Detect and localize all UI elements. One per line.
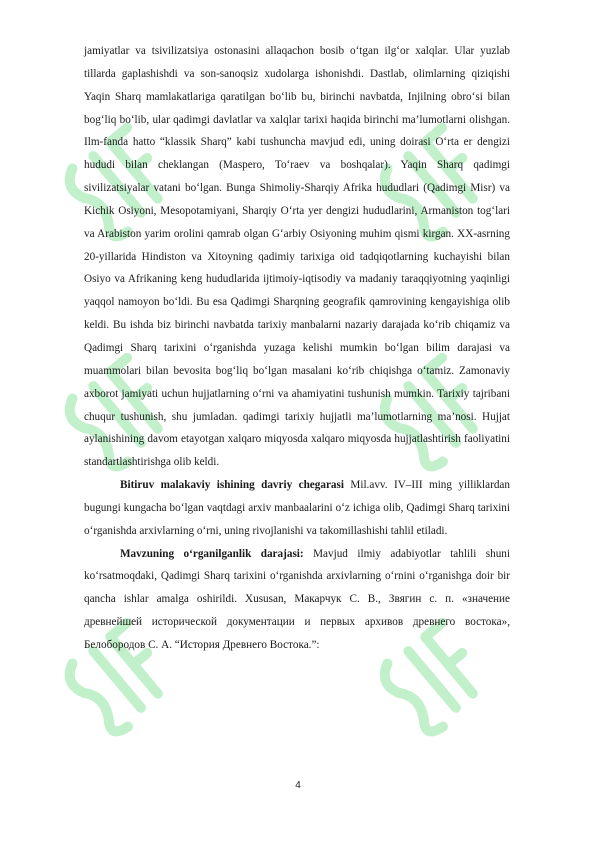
page-number: 4: [295, 780, 301, 791]
paragraph-study-level: [84, 543, 510, 657]
document-body: [84, 40, 510, 657]
heading-period-scope: Bitiruv malakaviy ishining davriy chegarasi: [120, 479, 344, 492]
paragraph-period-scope: [84, 474, 510, 543]
heading-study-level: Mavzuning o‘rganilganlik darajasi:: [120, 547, 304, 560]
paragraph-intro: jamiyatlar va tsivilizatsiya ostonasini allaqachon bosib o‘tgan ilg‘or xalqlar. Ular yuzlab tillarda gaplashishdi va son-sanoqsiz xudolarga ishonishdi. Dastlab, olimlarning qiziqishi Yaqin Sharq mamlakatlariga qaratilgan bo‘lib bu, birinchi navbatda, Injilning obro‘si bilan bog‘liq bo‘lib, ular qadimgi davlatlar va xalqlar tarixi haqida birinchi ma’lumotlarni olishgan. Ilm-fanda hatto “klassik Sharq” kabi tushuncha mavjud edi, uning doirasi O‘rta er dengizi hududi bilan cheklangan (Maspero, To‘raev va boshqalar). Yaqin Sharq qadimgi sivilizatsiyalar vatani bo‘lgan. Bunga Shimoliy-Sharqiy Afrika hududlari (Qadimgi Misr) va Kichik Osiyoni, Mesopotamiyani, Sharqiy O‘rta yer dengizi hududlarini, Armaniston tog‘lari va Arabiston yarim orolini qamrab olgan G‘arbiy Osiyoning muhim qismi kirgan. XX-asrning 20-yillarida Hindiston va Xitoyning qadimiy tarixiga oid tadqiqotlarning kuchayishi bilan Osiyo va Afrikaning keng hududlarida ijtimoiy-iqtisodiy va madaniy taraqqiyotning yaqinligi yaqqol namoyon bo‘ldi. Bu esa Qadimgi Sharqning geografik qamrovining kengayishiga olib keldi. Bu ishda biz birinchi navbatda tarixiy manbalarni nazariy darajada ko‘rib chiqamiz va Qadimgi Sharq tarixini o‘rganishda yuzaga kelishi mumkin bo‘lgan bilim darajasi va muammolari bilan bevosita bog‘liq bo‘lgan masalani ko‘rib chiqishga o‘tamiz. Zamonaviy axborot jamiyati uchun hujjatlarning o‘rni va ahamiyatini tushunish mumkin. Tarixiy tajribani chuqur tushunish, shu jumladan. qadimgi tarixiy hujjatli ma’lumotlarning ma’nosi. Hujjat aylanishining davom etayotgan xalqaro miqyosda xalqaro miqyosda hujjatlashtirish faoliyatini standartlashtirishga olib keldi.: [84, 45, 510, 469]
period-scope-text: Mil.avv. IV–III ming yilliklardan bugungi kungacha bo‘lgan vaqtdagi arxiv manbaalarini o‘z ichiga olib, Qadimgi Sharq tarixini o‘rganishda arxivlarning o‘rni, uning rivojlanishi va takomillashishi tahlil etiladi.: [84, 479, 510, 537]
study-level-text: Mavjud ilmiy adabiyotlar tahlili shuni ko‘rsatmoqdaki, Qadimgi Sharq tarixini o‘rganishda arxivlarning o‘rnini o‘rganishga doir bir qancha ishlar amalga oshirildi. Xususan, Макарчук С. В., Звягин с. п. «значение древнейшей исторической документации и первых архивов древнего востока», Белобородов С. А. “История Древнего Востока.”:: [84, 547, 510, 651]
